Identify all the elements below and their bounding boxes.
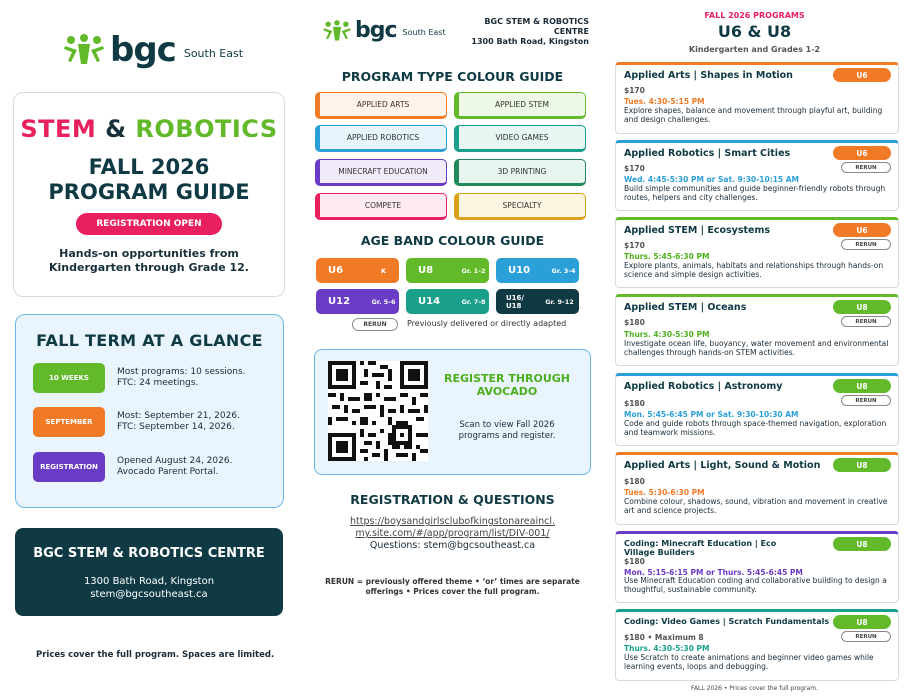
bgc-figure-icon xyxy=(62,34,106,66)
header-address xyxy=(471,17,589,47)
program-price: $180 xyxy=(624,477,645,486)
program-price: $170 xyxy=(624,164,645,173)
ptype-minecraft: MINECRAFT EDUCATION xyxy=(315,159,447,186)
hero-subtitle-line2: PROGRAM GUIDE xyxy=(48,180,250,204)
rerun-note-line: RERUN = previously offered theme • ‘or’ times are separate xyxy=(325,577,580,586)
bgc-figure-icon xyxy=(322,20,352,42)
program-card[interactable] xyxy=(615,609,899,681)
age-band-grades: Gr. 1-2 xyxy=(461,266,486,275)
registration-link[interactable] xyxy=(300,516,605,540)
centre-contact-card xyxy=(15,528,283,616)
age-band-grades: Gr. 5-6 xyxy=(371,297,396,306)
register-qr-panel xyxy=(314,349,591,475)
rerun-note-line: offerings • Prices cover the full program. xyxy=(365,587,540,596)
glance-text xyxy=(117,411,240,433)
age-badge: U8 xyxy=(833,615,891,629)
program-title: Applied Arts | Light, Sound & Motion xyxy=(624,460,821,471)
glance-line: Most: September 21, 2026. xyxy=(117,411,240,421)
ptype-applied-stem: APPLIED STEM xyxy=(454,92,586,119)
desc-line: Build simple communities and guide beginner-friendly robots through xyxy=(624,184,886,193)
header-centre-address: 1300 Bath Road, Kingston xyxy=(471,37,589,46)
age-band-name: U16/ U18 xyxy=(506,293,524,310)
program-title: Coding: Minecraft Education | Eco Village Builders xyxy=(624,539,777,557)
program-card[interactable] xyxy=(615,217,899,288)
register-title-line: AVOCADO xyxy=(476,385,538,398)
rerun-key-description: Previously delivered or directly adapted xyxy=(407,319,567,328)
glance-tag: SEPTEMBER xyxy=(33,407,105,437)
hero-card xyxy=(13,92,285,297)
rerun-badge: RERUN xyxy=(841,239,891,250)
centre-details xyxy=(15,575,283,601)
rerun-key-badge: RERUN xyxy=(352,318,398,331)
glance-line: Opened August 24, 2026. xyxy=(117,456,233,466)
glance-text xyxy=(117,367,246,389)
program-price: $180 xyxy=(624,557,645,566)
desc-line: Use Minecraft Education coding and collaborative building to design a xyxy=(624,576,887,585)
desc-line: challenges through hands-on STEM activities. xyxy=(624,347,796,357)
ptype-applied-robotics: APPLIED ROBOTICS xyxy=(315,125,447,152)
program-description xyxy=(624,577,889,594)
glance-row-registration xyxy=(33,452,232,482)
glance-tag: REGISTRATION xyxy=(33,452,105,482)
glance-line: Most programs: 10 sessions. xyxy=(117,367,246,377)
program-price: $180 xyxy=(624,318,645,327)
desc-line: art and science projects. xyxy=(624,505,717,515)
header-centre-name: CENTRE xyxy=(553,27,589,36)
desc-line: thoughtful, sustainable community. xyxy=(624,584,757,594)
age-badge: U6 xyxy=(833,223,891,237)
program-title: Applied Robotics | Smart Cities xyxy=(624,148,791,159)
header-centre-name: BGC STEM & ROBOTICS xyxy=(484,17,589,26)
right-footer-note: FALL 2026 • Prices cover the full program. xyxy=(691,685,818,692)
register-desc-line: Scan to view Fall 2026 xyxy=(459,420,555,430)
program-price: $180 xyxy=(624,399,645,408)
fall-term-glance xyxy=(15,314,284,508)
centre-address: 1300 Bath Road, Kingston xyxy=(83,576,215,587)
glance-line: FTC: September 14, 2026. xyxy=(117,422,235,432)
program-title: Applied STEM | Oceans xyxy=(624,302,747,313)
glance-row-weeks xyxy=(33,363,246,393)
register-desc-line: programs and register. xyxy=(458,431,556,441)
hero-title xyxy=(14,115,284,143)
program-description xyxy=(624,654,889,671)
program-title: Applied Arts | Shapes in Motion xyxy=(624,70,793,81)
desc-line: Explore shapes, balance and movement through playful art, building xyxy=(624,106,883,115)
program-type-guide-title: PROGRAM TYPE COLOUR GUIDE xyxy=(341,69,564,84)
desc-line: and design challenges. xyxy=(624,114,711,124)
hero-title-stem: STEM xyxy=(20,115,97,143)
glance-row-start xyxy=(33,407,240,437)
age-band-name: U14 xyxy=(418,296,441,307)
brand-region: South East xyxy=(183,46,244,60)
age-band-grades: Gr. 7-8 xyxy=(461,297,486,306)
questions-title: REGISTRATION & QUESTIONS xyxy=(350,492,555,507)
centre-email[interactable]: stem@bgcsoutheast.ca xyxy=(90,589,208,600)
program-description xyxy=(624,185,889,202)
age-band-name: U10 xyxy=(508,265,531,276)
hero-subtitle-line1: FALL 2026 xyxy=(88,155,210,179)
age-band-grades: K xyxy=(380,266,387,275)
program-price: $180 • Maximum 8 xyxy=(624,633,704,642)
registration-open-badge[interactable]: REGISTRATION OPEN xyxy=(76,213,221,235)
age-band-u12 xyxy=(316,289,399,314)
glance-line: FTC: 24 meetings. xyxy=(117,378,199,388)
left-footer-note: Prices cover the full program. Spaces are limited. xyxy=(36,650,275,660)
register-description xyxy=(437,420,577,442)
program-title: Coding: Video Games | Scratch Fundamentals xyxy=(624,617,830,626)
register-title-line: REGISTER THROUGH xyxy=(443,372,571,385)
program-time: Mon. 5:45-6:45 PM or Sat. 9:30-10:30 AM xyxy=(624,410,799,419)
hero-tagline-line1: Hands-on opportunities from xyxy=(59,247,239,260)
age-band-grades: Gr. 9-12 xyxy=(545,297,574,306)
program-description xyxy=(624,107,889,124)
hero-tagline xyxy=(14,247,284,275)
rerun-badge: RERUN xyxy=(841,162,891,173)
glance-text xyxy=(117,456,232,478)
rerun-badge: RERUN xyxy=(841,395,891,406)
desc-line: Code and guide robots through space-themed navigation, exploration xyxy=(624,419,887,428)
program-title: Applied Robotics | Astronomy xyxy=(624,381,783,392)
age-band-u14 xyxy=(406,289,489,314)
ptype-compete: COMPETE xyxy=(315,193,447,220)
age-band-name: U8 xyxy=(418,265,434,276)
program-description xyxy=(624,340,889,357)
program-card[interactable] xyxy=(615,140,899,211)
brand-word: bgc xyxy=(355,18,397,43)
rerun-note xyxy=(320,577,585,597)
registration-link-line[interactable]: my.site.com/#/app/program/list/DIV-001/ xyxy=(355,528,550,539)
program-description xyxy=(624,420,889,437)
age-band-name: U12 xyxy=(328,296,351,307)
desc-line: and teamwork missions. xyxy=(624,427,716,437)
program-price: $170 xyxy=(624,86,645,95)
hero-subtitle xyxy=(14,155,284,205)
program-time: Thurs. 5:45-6:30 PM xyxy=(624,252,710,261)
age-badge: U8 xyxy=(833,458,891,472)
hero-title-robotics: ROBOTICS xyxy=(135,115,278,143)
program-card[interactable] xyxy=(615,62,899,134)
program-time: Wed. 4:45-5:30 PM or Sat. 9:30-10:15 AM xyxy=(624,175,800,184)
age-badge: U6 xyxy=(833,146,891,160)
age-band-guide-title: AGE BAND COLOUR GUIDE xyxy=(360,233,545,248)
program-description xyxy=(624,498,889,515)
program-card[interactable] xyxy=(615,452,899,525)
qr-code-icon[interactable] xyxy=(328,361,428,461)
program-card[interactable] xyxy=(615,373,899,446)
brand-region: South East xyxy=(402,28,446,37)
program-description xyxy=(624,262,889,279)
glance-title: FALL TERM AT A GLANCE xyxy=(36,331,263,350)
age-band-name: U6 xyxy=(328,265,344,276)
age-band-u8 xyxy=(406,258,489,283)
age-badge: U8 xyxy=(833,379,891,393)
centre-name: BGC STEM & ROBOTICS CENTRE xyxy=(33,546,265,561)
desc-line: science and simple design activities. xyxy=(624,269,762,279)
hero-title-amp: & xyxy=(105,115,127,143)
program-time: Thurs. 4:30-5:30 PM xyxy=(624,330,710,339)
desc-line: Use Scratch to create animations and beginner video games while xyxy=(624,653,874,662)
desc-line: Combine colour, shadows, sound, vibration and movement in creative xyxy=(624,497,888,506)
brand-logo-small xyxy=(322,18,446,43)
age-badge: U8 xyxy=(833,300,891,314)
age-band-u16-u18 xyxy=(496,289,579,314)
program-time: Mon. 5:15-6:15 PM or Thurs. 5:45-6:45 PM xyxy=(624,568,803,577)
program-title: Applied STEM | Ecosystems xyxy=(624,225,771,236)
glance-line: Avocado Parent Portal. xyxy=(117,467,219,477)
rerun-badge: RERUN xyxy=(841,631,891,642)
program-time: Tues. 5:30-6:30 PM xyxy=(624,488,705,497)
questions-contact[interactable]: Questions: stem@bgcsoutheast.ca xyxy=(369,540,536,551)
program-time: Tues. 4:30-5:15 PM xyxy=(624,97,705,106)
ptype-specialty: SPECIALTY xyxy=(454,193,586,220)
rerun-badge: RERUN xyxy=(841,316,891,327)
brand-logo xyxy=(62,30,243,70)
age-badge: U6 xyxy=(833,68,891,82)
age-band-u6 xyxy=(316,258,399,283)
age-badge: U8 xyxy=(833,537,891,551)
program-time: Thurs. 4:30-5:30 PM xyxy=(624,644,710,653)
registration-link-line[interactable]: https://boysandgirlsclubofkingstonareaincl. xyxy=(349,516,555,527)
ptype-video-games: VIDEO GAMES xyxy=(454,125,586,152)
age-band-u10 xyxy=(496,258,579,283)
desc-line: Explore plants, animals, habitats and relationships through hands-on xyxy=(624,261,884,270)
programs-term: FALL 2026 PROGRAMS xyxy=(704,11,805,20)
hero-tagline-line2: Kindergarten through Grade 12. xyxy=(49,261,249,274)
desc-line: learning events, loops and debugging. xyxy=(624,661,769,671)
glance-tag: 10 WEEKS xyxy=(33,363,105,393)
age-band-grades: Gr. 3-4 xyxy=(551,266,576,275)
program-price: $170 xyxy=(624,241,645,250)
desc-line: Investigate ocean life, buoyancy, water movement and environmental xyxy=(624,339,889,348)
programs-title: U6 & U8 xyxy=(717,22,792,41)
ptype-3d-printing: 3D PRINTING xyxy=(454,159,586,186)
brand-word: bgc xyxy=(110,30,176,70)
programs-subtitle: Kindergarten and Grades 1-2 xyxy=(688,45,821,54)
ptype-applied-arts: APPLIED ARTS xyxy=(315,92,447,119)
program-card[interactable] xyxy=(615,294,899,366)
register-title xyxy=(437,372,577,398)
program-card[interactable] xyxy=(615,531,899,603)
desc-line: routes, helpers and city challenges. xyxy=(624,192,758,202)
